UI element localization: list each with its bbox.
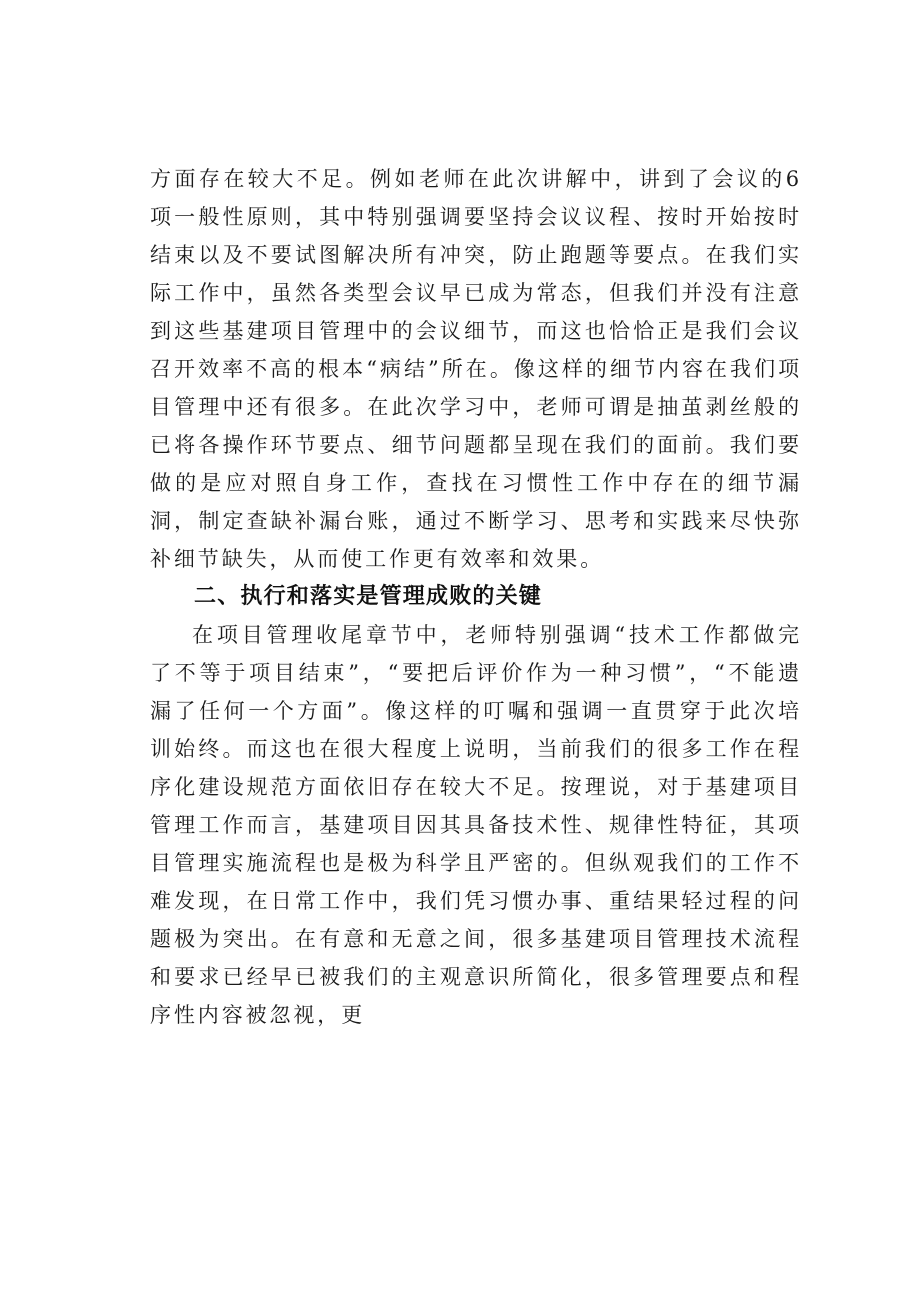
section-heading: 二、执行和落实是管理成败的关键 (194, 584, 543, 609)
paragraph-execution: 在项目管理收尾章节中，老师特别强调“技术工作都做完了不等于项目结束”，“要把后评价作为一种习惯”，“不能遗漏了任何一个方面”。像这样的叮嘱和强调一直贯穿于此次培训始终。而这也在很大程度上说明，当前我们的很多工作在程序化建设规范方面依旧存在较大不足。按理说，对于基建项目管理工作而言，基建项目因其具备技术性、规律性特征，其项目管理实施流程也是极为科学且严密的。但纵观我们的工作不难发现，在日常工作中，我们凭习惯办事、重结果轻过程的问题极为突出。在有意和无意之间，很多基建项目管理技术流程和要求已经早已被我们的主观意识所简化，很多管理要点和程序性内容被忽视，更 (150, 623, 802, 1027)
paragraph-continued: 方面存在较大不足。例如老师在此次讲解中，讲到了会议的6项一般性原则，其中特别强调要坚持会议议程、按时开始按时结束以及不要试图解决所有冲突，防止跑题等要点。在我们实际工作中，虽然各类型会议早已成为常态，但我们并没有注意到这些基建项目管理中的会议细节，而这也恰恰正是我们会议召开效率不高的根本“病结”所在。像这样的细节内容在我们项目管理中还有很多。在此次学习中，老师可谓是抽茧剥丝般的已将各操作环节要点、细节问题都呈现在我们的面前。我们要做的是应对照自身工作，查找在习惯性工作中存在的细节漏洞，制定查缺补漏台账，通过不断学习、思考和实践来尽快弥补细节缺失，从而使工作更有效率和效果。 (150, 167, 802, 571)
document-body (150, 0, 802, 1034)
